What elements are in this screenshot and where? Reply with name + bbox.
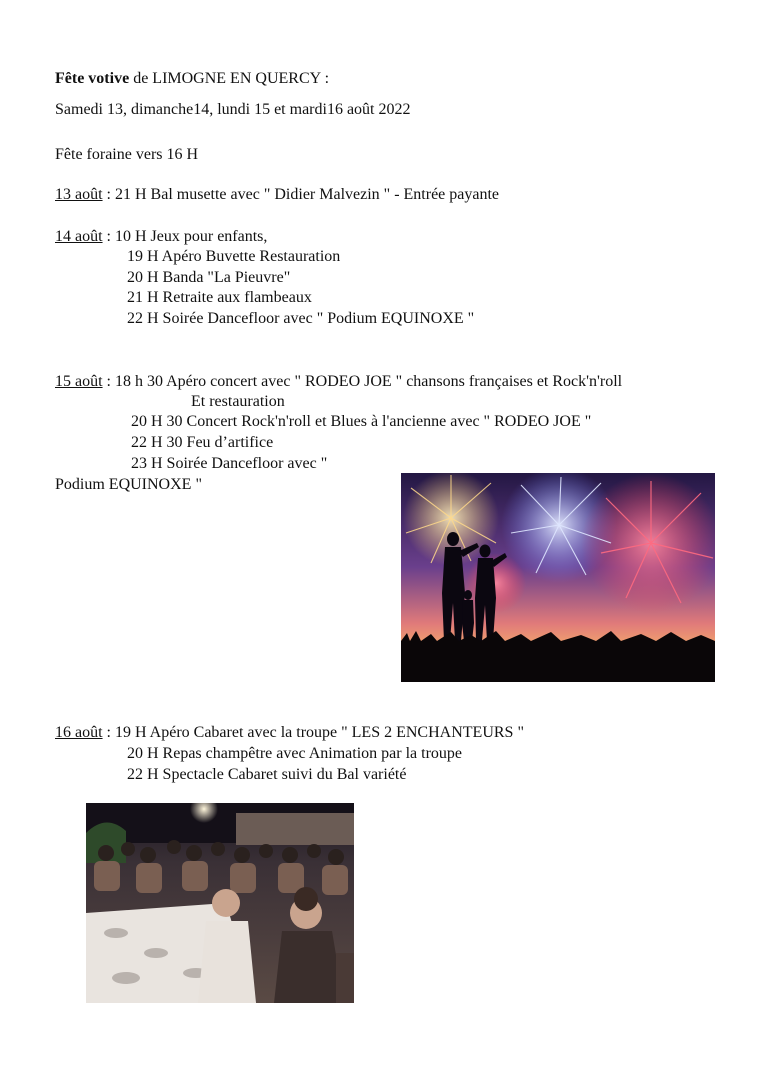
day16-line1 [55, 723, 524, 743]
day13-text: : 21 H Bal musette avec " Didier Malvezin " - Entrée payante [102, 186, 500, 203]
day13-date: 13 août [55, 186, 103, 203]
day16-line3: 22 H Spectacle Cabaret suivi du Bal variété [127, 766, 407, 783]
festival-dates: Samedi 13, dimanche14, lundi 15 et mardi16 août 2022 [55, 101, 411, 118]
title-bold: Fête votive [55, 70, 130, 87]
day15-line3: 22 H 30 Feu d’artifice [131, 434, 274, 451]
day14-line2: 19 H Apéro Buvette Restauration [127, 248, 341, 265]
day13-line1 [55, 185, 499, 205]
day15-line1b: Et restauration [191, 393, 285, 410]
day14-line5: 22 H Soirée Dancefloor avec " Podium EQUINOXE " [127, 310, 475, 327]
banquet-illustration [86, 803, 354, 1003]
day14-line4: 21 H Retraite aux flambeaux [127, 289, 312, 306]
fireworks-illustration [401, 473, 715, 682]
title-rest: de LIMOGNE EN QUERCY : [129, 70, 330, 87]
day16-text: : 19 H Apéro Cabaret avec la troupe " LES 2 ENCHANTEURS " [102, 724, 524, 741]
day15-line4b: Podium EQUINOXE " [55, 476, 202, 493]
day14-line3: 20 H Banda "La Pieuvre" [127, 269, 291, 286]
fireworks-photo [401, 473, 715, 682]
day15-line2: 20 H 30 Concert Rock'n'roll et Blues à l'ancienne avec " RODEO JOE " [131, 413, 592, 430]
day14-date: 14 août [55, 228, 103, 245]
funfair-line: Fête foraine vers 16 H [55, 146, 199, 163]
day14-line1 [55, 227, 267, 247]
day16-line2: 20 H Repas champêtre avec Animation par la troupe [127, 745, 462, 762]
day15-line4: 23 H Soirée Dancefloor avec " [131, 455, 328, 472]
day15-text: : 18 h 30 Apéro concert avec " RODEO JOE " chansons françaises et Rock'n'roll [102, 373, 623, 390]
day16-date: 16 août [55, 724, 103, 741]
day14-text: : 10 H Jeux pour enfants, [102, 228, 268, 245]
day15-date: 15 août [55, 373, 103, 390]
banquet-photo [86, 803, 354, 1003]
page-title [55, 69, 329, 89]
day15-line1 [55, 372, 622, 392]
